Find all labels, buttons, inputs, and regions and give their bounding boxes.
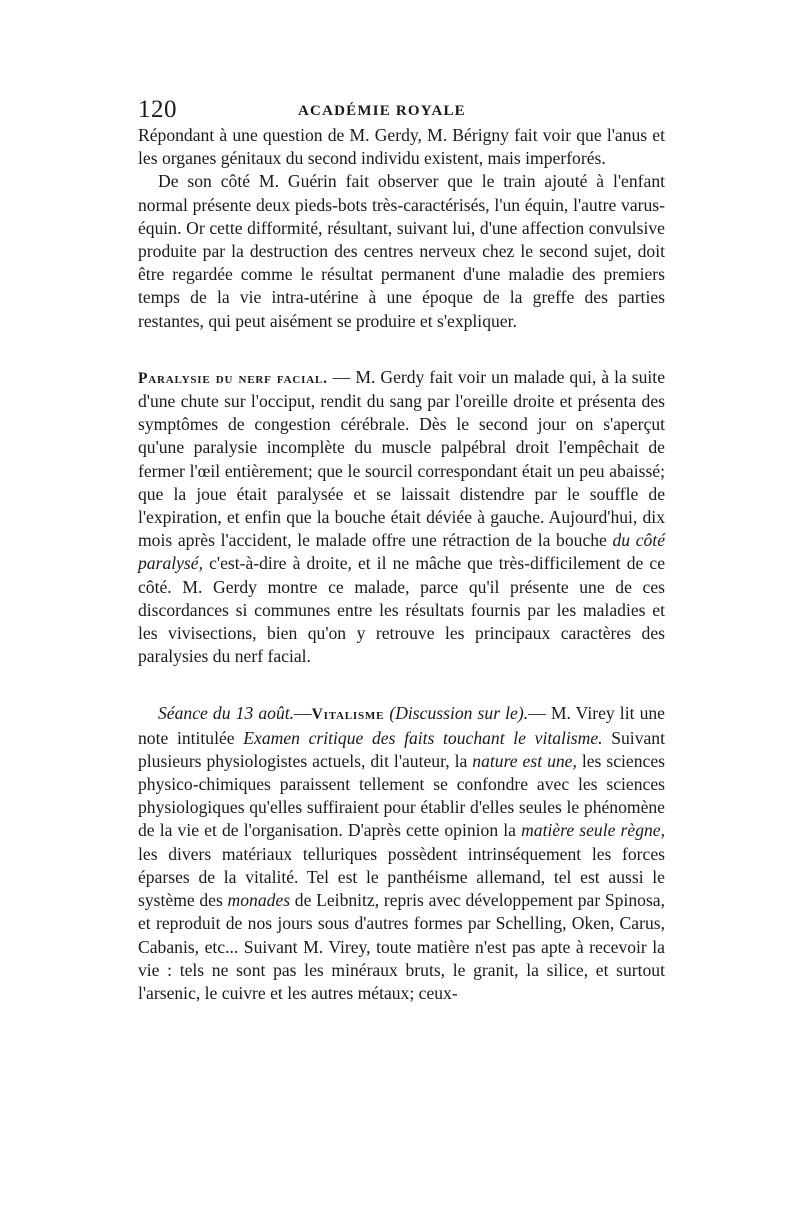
vitalisme-italic-c: matière seule règne, bbox=[521, 820, 665, 841]
vitalisme-text-a: — M. Virey lit une note intitulée bbox=[138, 703, 665, 748]
paragraph-guerin: De son côté M. Guérin fait observer que le train ajouté à l'enfant normal présente deux pieds-bots très-caractérisés, l'un équin, l'autre varus-équin. Or cette difformité, résultant, suivant lui, d'une affection convulsive produite par la destruction des centres nerveux chez le second sujet, doit être regardée comme le résultat permanent d'une maladie des premiers temps de la vie intra-utérine à une époque de la greffe des parties restantes, qui peut aisément se produire et s'expliquer. bbox=[138, 171, 665, 331]
paragraph-berigny: Répondant à une question de M. Gerdy, M. Bérigny fait voir que l'anus et les organes génitaux du second individu existent, mais imperforés. bbox=[138, 125, 665, 169]
vitalisme-text-e: de Leibnitz, repris avec développement par Spinosa, et reproduit de nos jours sous d'autres formes par Schelling, Oken, Carus, Cabanis, etc... Suivant M. Virey, toute matière n'est pas apte à recevoir la vie : tels ne sont pas les minéraux bruts, le granit, la silice, et surtout l'arsenic, le cuivre et les autres métaux; ceux- bbox=[138, 890, 665, 1003]
running-head bbox=[138, 96, 666, 126]
running-title: ACADÉMIE ROYALE bbox=[298, 103, 466, 119]
paragraph-paralysie bbox=[138, 366, 665, 669]
paralysie-italic: du côté paralysé, bbox=[138, 530, 665, 574]
vitalisme-italic-d: monades bbox=[227, 890, 291, 911]
session-dash: — bbox=[294, 703, 312, 724]
paralysie-text-a: — M. Gerdy fait voir un malade qui, à la suite d'une chute sur l'occiput, rendit du sang par l'oreille droite et présenta des symptômes de congestion cérébrale. Dès le second jour on s'aperçut qu'une paralysie incomplète du muscle palpébral droit l'empêchait de fermer l'œil entièrement; que le sourcil correspondant était un peu abaissé; que la joue était paralysée et se laissait distendre par le souffle de l'expiration, et enfin que la bouche était déviée à gauche. Aujourd'hui, dix mois après l'accident, le malade offre une rétraction de la bouche bbox=[138, 366, 665, 551]
vitalisme-italic-b: nature est une, bbox=[472, 750, 577, 771]
vitalisme-subject: (Discussion sur le). bbox=[384, 703, 529, 724]
paralysie-text-b: c'est-à-dire à droite, et il ne mâche que très-difficilement de ce côté. M. Gerdy montre ce malade, parce qu'il présente une de ces discordances si communes entre les résultats fournis par les maladies et les vivisections, bien qu'on y retrouve les principaux caractères des paralysies du nerf facial. bbox=[138, 553, 665, 667]
section-gap bbox=[138, 668, 665, 702]
page-number: 120 bbox=[138, 96, 177, 123]
section-heading-paralysie: Paralysie du nerf facial. bbox=[138, 369, 328, 387]
vitalisme-text-b: Suivant plusieurs physiologistes actuels, dit l'auteur, la bbox=[138, 727, 665, 771]
section-heading-vitalisme: Vitalisme bbox=[311, 706, 385, 724]
session-date: Séance du 13 août. bbox=[158, 703, 295, 724]
vitalisme-text-c: les sciences physico-chimiques paraissent tellement se confondre avec les sciences physiologiques qu'elles suffiraient pour établir d'elles seules le phénomène de la vie et de l'organisation. D'après cette opinion la bbox=[138, 750, 665, 841]
section-gap bbox=[138, 333, 665, 366]
note-title: Examen critique des faits touchant le vitalisme. bbox=[243, 727, 603, 748]
body-text bbox=[138, 124, 665, 1005]
vitalisme-text-d: les divers matériaux telluriques possèdent intrinséquement les forces éparses de la vitalité. Tel est le panthéisme allemand, tel est aussi le système des bbox=[138, 843, 665, 911]
paragraph-vitalisme bbox=[138, 702, 665, 1005]
